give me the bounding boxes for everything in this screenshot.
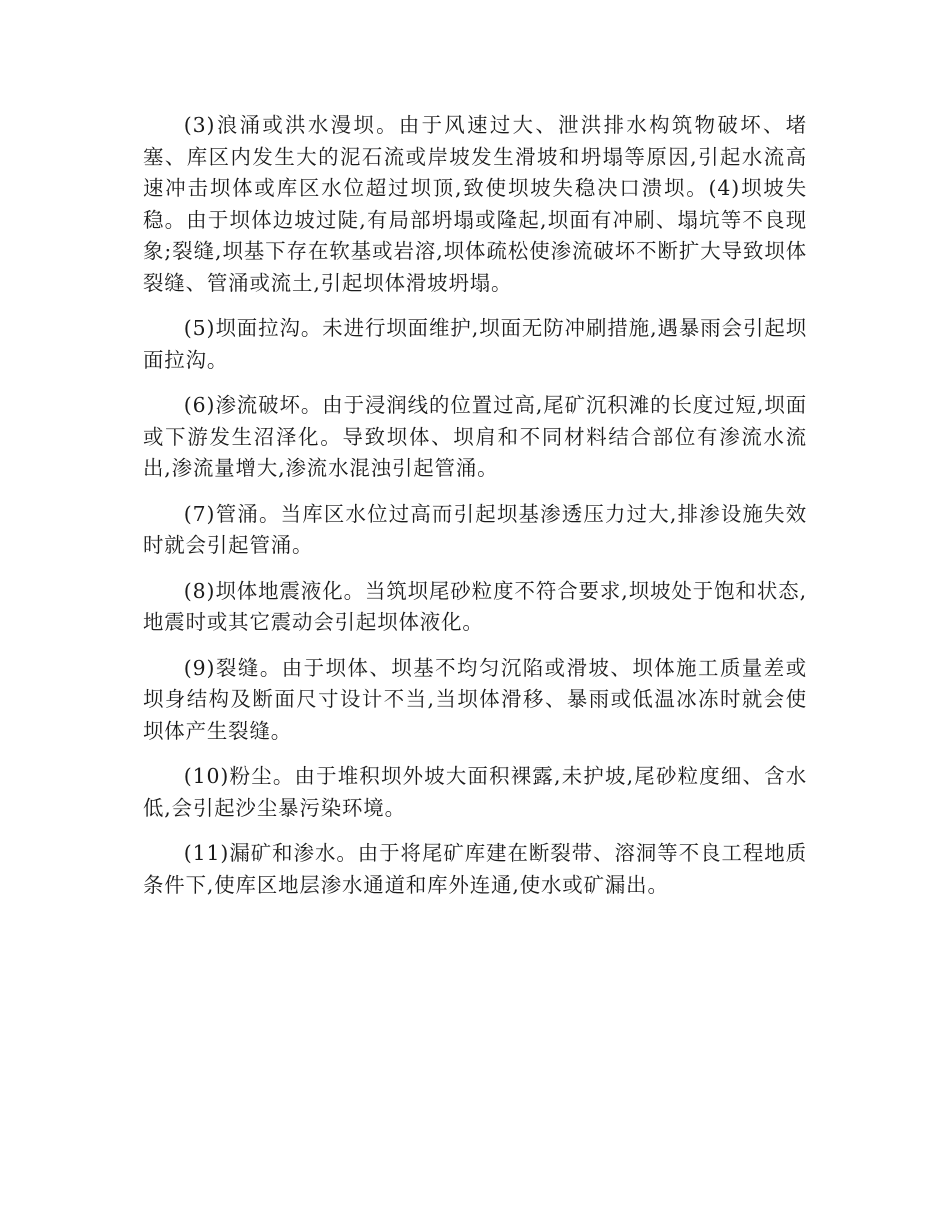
paragraph-5: (5)坝面拉沟。未进行坝面维护,坝面无防冲刷措施,遇暴雨会引起坝面拉沟。 <box>143 316 807 372</box>
paragraph-8: (8)坝体地震液化。当筑坝尾砂粒度不符合要求,坝坡处于饱和状态,地震时或其它震动会引起坝体液化。 <box>143 578 807 634</box>
document-body <box>143 110 807 915</box>
paragraph-7: (7)管涌。当库区水位过高而引起坝基渗透压力过大,排渗设施失效时就会引起管涌。 <box>143 501 807 557</box>
paragraph-10: (10)粉尘。由于堆积坝外坡大面积裸露,未护坡,尾砂粒度细、含水低,会引起沙尘暴污染环境。 <box>143 764 807 820</box>
paragraph-3-4: (3)浪涌或洪水漫坝。由于风速过大、泄洪排水构筑物破坏、堵塞、库区内发生大的泥石流或岸坡发生滑坡和坍塌等原因,引起水流高速冲击坝体或库区水位超过坝顶,致使坝坡失稳决口溃坝。(4)坝坡失稳。由于坝体边坡过陡,有局部坍塌或隆起,坝面有冲刷、塌坑等不良现象;裂缝,坝基下存在软基或岩溶,坝体疏松使渗流破坏不断扩大导致坝体裂缝、管涌或流土,引起坝体滑坡坍塌。 <box>143 113 807 295</box>
paragraph-11: (11)漏矿和渗水。由于将尾矿库建在断裂带、溶洞等不良工程地质条件下,使库区地层渗水通道和库外连通,使水或矿漏出。 <box>143 841 807 897</box>
paragraph-9: (9)裂缝。由于坝体、坝基不均匀沉陷或滑坡、坝体施工质量差或坝身结构及断面尺寸设计不当,当坝体滑移、暴雨或低温冰冻时就会使坝体产生裂缝。 <box>143 655 807 743</box>
paragraph-6: (6)渗流破坏。由于浸润线的位置过高,尾矿沉积滩的长度过短,坝面或下游发生沼泽化。导致坝体、坝肩和不同材料结合部位有渗流水流出,渗流量增大,渗流水混浊引起管涌。 <box>143 393 807 480</box>
